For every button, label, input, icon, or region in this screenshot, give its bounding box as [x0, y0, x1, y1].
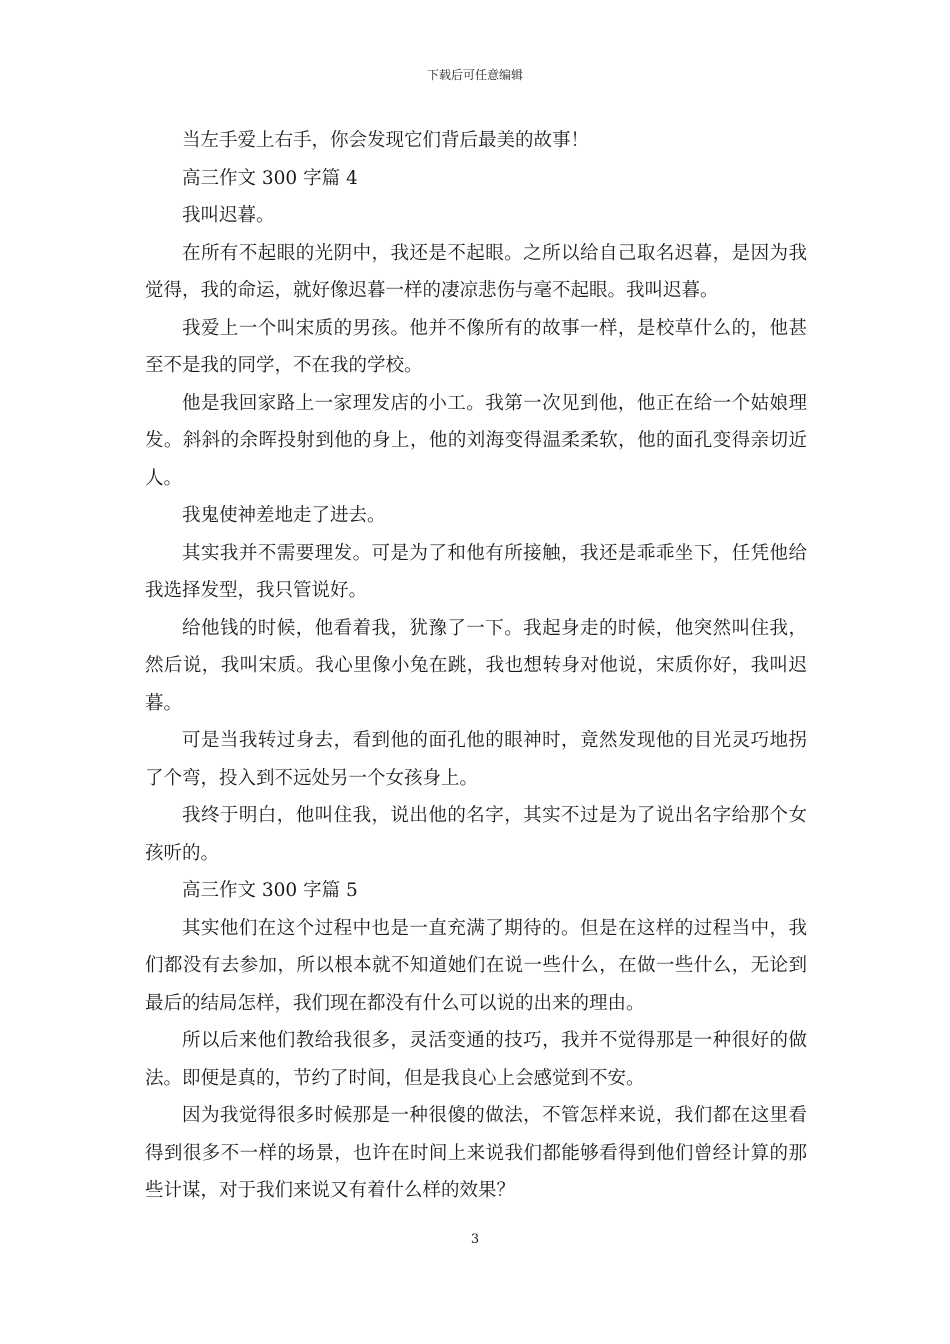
- paragraph: 可是当我转过身去，看到他的面孔他的眼神时，竟然发现他的目光灵巧地拐了个弯，投入到不远处另一个女孩身上。: [145, 730, 807, 789]
- page-number: 3: [470, 1232, 480, 1247]
- paragraph: 我叫迟暮。: [182, 205, 275, 226]
- paragraph: 其实他们在这个过程中也是一直充满了期待的。但是在这样的过程当中，我们都没有去参加，所以根本就不知道她们在说一些什么，在做一些什么，无论到最后的结局怎样，我们现在都没有什么可以说的出来的理由。: [145, 917, 807, 1014]
- paragraph: 其实我并不需要理发。可是为了和他有所接触，我还是乖乖坐下，任凭他给我选择发型，我只管说好。: [145, 542, 807, 601]
- section-heading-5: 高三作文 300 字篇 5: [182, 880, 358, 901]
- page-header: 下载后可任意编辑: [426, 68, 523, 82]
- paragraph: 他是我回家路上一家理发店的小工。我第一次见到他，他正在给一个姑娘理发。斜斜的余晖投射到他的身上，他的刘海变得温柔柔软，他的面孔变得亲切近人。: [145, 392, 807, 489]
- paragraph-intro-closing: 当左手爱上右手，你会发现它们背后最美的故事！: [182, 130, 590, 151]
- paragraph: 在所有不起眼的光阴中，我还是不起眼。之所以给自己取名迟暮，是因为我觉得，我的命运，就好像迟暮一样的凄凉悲伤与毫不起眼。我叫迟暮。: [145, 242, 807, 301]
- section-heading-4: 高三作文 300 字篇 4: [182, 167, 358, 189]
- paragraph: 我爱上一个叫宋质的男孩。他并不像所有的故事一样，是校草什么的，他甚至不是我的同学，不在我的学校。: [145, 317, 807, 376]
- paragraph: 我鬼使神差地走了进去。: [182, 505, 386, 526]
- paragraph: 因为我觉得很多时候那是一种很傻的做法，不管怎样来说，我们都在这里看得到很多不一样的场景，也许在时间上来说我们都能够看得到他们曾经计算的那些计谋，对于我们来说又有着什么样的效果？: [145, 1105, 807, 1201]
- document-body: [145, 122, 807, 1210]
- paragraph: 给他钱的时候，他看着我，犹豫了一下。我起身走的时候，他突然叫住我，然后说，我叫宋质。我心里像小兔在跳，我也想转身对他说，宋质你好，我叫迟暮。: [145, 617, 807, 714]
- paragraph: 所以后来他们教给我很多，灵活变通的技巧，我并不觉得那是一种很好的做法。即便是真的，节约了时间，但是我良心上会感觉到不安。: [145, 1030, 807, 1089]
- paragraph: 我终于明白，他叫住我，说出他的名字，其实不过是为了说出名字给那个女孩听的。: [145, 805, 807, 864]
